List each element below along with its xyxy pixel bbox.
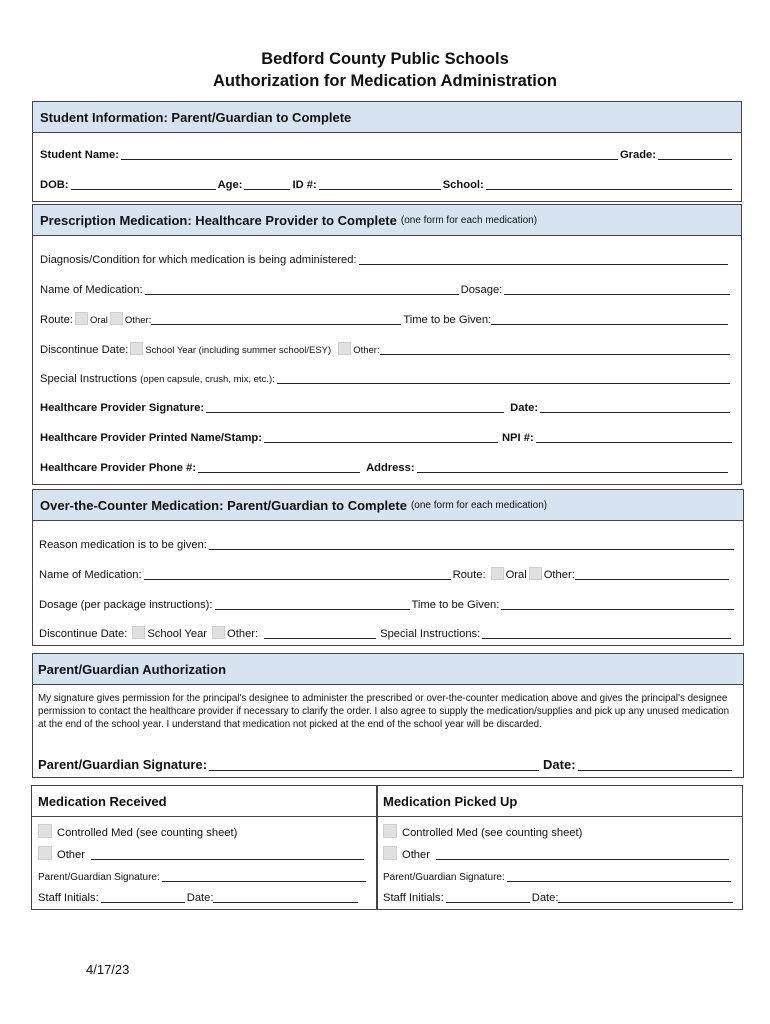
picked-controlled-checkbox[interactable] <box>383 824 397 838</box>
picked-other-row: Other <box>383 846 731 861</box>
otc-medication-row: Name of Medication: Route: Oral Other: <box>39 566 731 581</box>
rx-printed-name-row: Healthcare Provider Printed Name/Stamp: NPI #: <box>40 429 734 444</box>
rx-route-row: Route: Oral Other: Time to be Given: <box>40 311 730 326</box>
rx-time-field[interactable] <box>491 313 728 325</box>
medication-received-heading: Medication Received <box>38 794 167 809</box>
otc-oral-checkbox[interactable] <box>491 567 504 580</box>
student-section-heading: Student Information: Parent/Guardian to Complete <box>33 102 741 133</box>
student-name-row: Student Name: Grade: <box>40 146 734 161</box>
otc-reason-field[interactable] <box>209 538 734 550</box>
medication-picked-up-heading: Medication Picked Up <box>383 794 518 809</box>
otc-other-checkbox[interactable] <box>529 567 542 580</box>
received-signature-row: Parent/Guardian Signature: <box>38 868 368 883</box>
picked-signature-field[interactable] <box>507 870 731 882</box>
authorization-signature-row: Parent/Guardian Signature: Date: <box>38 755 734 772</box>
otc-reason-row: Reason medication is to be given: <box>39 536 736 551</box>
received-date-field[interactable] <box>213 891 358 903</box>
received-initials-row: Staff Initials: Date: <box>38 889 360 904</box>
rx-oral-checkbox[interactable] <box>75 312 88 325</box>
received-heading-divider <box>31 816 743 817</box>
otc-time-field[interactable] <box>501 598 734 610</box>
rx-other-checkbox[interactable] <box>110 312 123 325</box>
diagnosis-field[interactable] <box>359 253 728 265</box>
rx-school-year-checkbox[interactable] <box>130 342 143 355</box>
diagnosis-row: Diagnosis/Condition for which medication is being administered: <box>40 251 730 266</box>
authorization-text: My signature gives permission for the principal's designee to administer the prescribed or over-the-counter medication above and gives the principal's designee permission to contact the healthcare provider if necessary to clarify the order. I also agree to supply the medication/supplies and pick up any unused medication at the end of the school year. I understand that medication not picked at the end of the school year will be discarded. <box>38 693 730 731</box>
age-field[interactable] <box>244 178 290 190</box>
picked-date-field[interactable] <box>558 891 733 903</box>
otc-medication-name-field[interactable] <box>144 568 451 580</box>
otc-school-year-checkbox[interactable] <box>132 626 145 639</box>
otc-dosage-field[interactable] <box>215 598 410 610</box>
received-other-field[interactable] <box>91 848 364 860</box>
prescription-section-heading: Prescription Medication: Healthcare Provider to Complete (one form for each medication) <box>33 205 741 236</box>
dob-field[interactable] <box>71 178 216 190</box>
rx-phone-row: Healthcare Provider Phone #: Address: <box>40 459 730 474</box>
form-title-district: Bedford County Public Schools <box>261 50 509 68</box>
rx-signature-row: Healthcare Provider Signature: Date: <box>40 399 732 414</box>
revision-date: 4/17/23 <box>86 962 130 977</box>
otc-discontinue-other-checkbox[interactable] <box>212 626 225 639</box>
student-dob-row: DOB: Age: ID #: School: <box>40 176 734 191</box>
received-other-row: Other <box>38 846 366 861</box>
rx-medication-name-field[interactable] <box>145 283 459 295</box>
rx-dosage-field[interactable] <box>504 283 730 295</box>
picked-initials-row: Staff Initials: Date: <box>383 889 735 904</box>
provider-npi-field[interactable] <box>536 431 732 443</box>
provider-date-field[interactable] <box>540 401 730 413</box>
picked-signature-row: Parent/Guardian Signature: <box>383 868 733 883</box>
authorization-section-heading: Parent/Guardian Authorization <box>33 654 743 685</box>
guardian-date-field[interactable] <box>578 759 732 771</box>
otc-dosage-row: Dosage (per package instructions): Time to be Given: <box>39 596 736 611</box>
form-title-authorization: Authorization for Medication Administration <box>212 72 558 90</box>
otc-discontinue-row: Discontinue Date: School Year Other: Special Instructions: <box>39 625 733 640</box>
rx-route-other-field[interactable] <box>151 313 401 325</box>
provider-signature-field[interactable] <box>206 401 504 413</box>
picked-initials-field[interactable] <box>446 891 530 903</box>
otc-route-other-field[interactable] <box>575 568 729 580</box>
rx-discontinue-other-field[interactable] <box>380 343 730 355</box>
provider-address-field[interactable] <box>417 461 728 473</box>
rx-discontinue-row: Discontinue Date: School Year (including summer school/ESY) Other: <box>40 341 732 356</box>
rx-discontinue-other-checkbox[interactable] <box>338 342 351 355</box>
received-controlled-row: Controlled Med (see counting sheet) <box>38 824 237 839</box>
received-controlled-checkbox[interactable] <box>38 824 52 838</box>
picked-other-field[interactable] <box>436 848 729 860</box>
picked-other-checkbox[interactable] <box>383 846 397 860</box>
id-field[interactable] <box>319 178 441 190</box>
picked-controlled-row: Controlled Med (see counting sheet) <box>383 824 582 839</box>
rx-special-row: Special Instructions (open capsule, crush, mix, etc.): <box>40 370 732 385</box>
school-field[interactable] <box>486 178 732 190</box>
grade-field[interactable] <box>658 148 732 160</box>
otc-section-heading: Over-the-Counter Medication: Parent/Guardian to Complete (one form for each medication) <box>33 490 743 521</box>
rx-medication-row: Name of Medication: Dosage: <box>40 281 732 296</box>
otc-discontinue-other-field[interactable] <box>264 627 376 639</box>
otc-special-instructions-field[interactable] <box>482 627 731 639</box>
provider-phone-field[interactable] <box>198 461 360 473</box>
guardian-signature-field[interactable] <box>209 759 539 771</box>
received-initials-field[interactable] <box>101 891 185 903</box>
received-other-checkbox[interactable] <box>38 846 52 860</box>
rx-special-instructions-field[interactable] <box>277 372 730 384</box>
received-signature-field[interactable] <box>162 870 366 882</box>
student-name-field[interactable] <box>121 148 618 160</box>
provider-printed-name-field[interactable] <box>264 431 498 443</box>
